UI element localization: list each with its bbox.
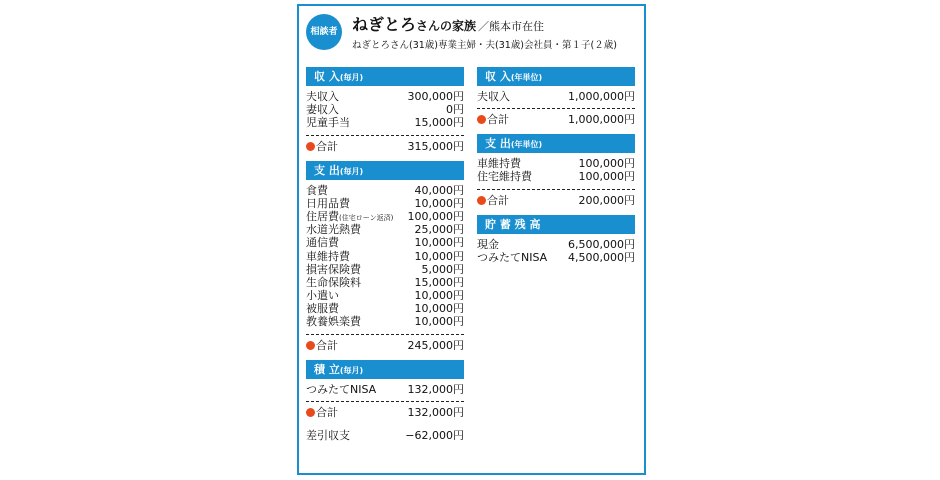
divider: [477, 108, 635, 109]
family-description: ねぎとろさん(31歳)専業主婦・夫(31歳)会社員・第１子(２歳): [352, 40, 617, 51]
list-item: 妻収入 0円: [306, 103, 464, 117]
divider: [306, 401, 464, 402]
list-item: 小遣い 10,000円: [306, 289, 464, 303]
family-name: ねぎとろ: [352, 15, 417, 34]
income-monthly-header: 収 入(毎月): [306, 67, 464, 86]
bullet-dot-icon: [306, 142, 315, 151]
divider: [306, 334, 464, 335]
list-item: 車維持費 10,000円: [306, 249, 464, 263]
list-item: 教養娯楽費 10,000円: [306, 315, 464, 329]
expense-monthly-header: 支 出(毎月): [306, 161, 464, 180]
right-column: [477, 67, 635, 264]
bullet-dot-icon: [477, 115, 486, 124]
list-item: 児童手当 15,000円: [306, 116, 464, 130]
list-item: 水道光熱費 25,000円: [306, 223, 464, 237]
bullet-dot-icon: [477, 196, 486, 205]
divider: [306, 135, 464, 136]
expense-yearly-header: 支 出(年単位): [477, 134, 635, 153]
list-item: 通信費 10,000円: [306, 236, 464, 250]
list-item: 夫収入 1,000,000円: [477, 90, 635, 103]
list-item: つみたてNISA 4,500,000円: [477, 250, 635, 264]
list-item: 住宅維持費 100,000円: [477, 170, 635, 184]
list-item: 現金 6,500,000円: [477, 237, 635, 251]
left-column: [306, 67, 464, 442]
expense-yearly-total: 合計 200,000円: [477, 194, 635, 208]
list-item: 車維持費 100,000円: [477, 157, 635, 171]
list-item: 被服費 10,000円: [306, 302, 464, 316]
income-yearly-header: 収 入(年単位): [477, 67, 635, 86]
expense-monthly-total: 合計 245,000円: [306, 339, 464, 353]
assets-header: 貯 蓄 残 高: [477, 215, 635, 234]
list-item: 生命保険料 15,000円: [306, 275, 464, 289]
income-monthly-total: 合計 315,000円: [306, 140, 464, 154]
income-yearly-total: 合計 1,000,000円: [477, 113, 635, 127]
divider: [477, 189, 635, 190]
bullet-dot-icon: [306, 341, 315, 350]
family-location: 熊本市在住: [489, 20, 545, 33]
household-budget-card: [297, 4, 646, 475]
list-item: 夫収入 300,000円: [306, 90, 464, 103]
consultant-badge: 相談者: [306, 14, 342, 50]
list-item: 住居費(住宅ローン返済) 100,000円: [306, 209, 464, 223]
list-item: 日用品費 10,000円: [306, 196, 464, 210]
list-item: 食費 40,000円: [306, 183, 464, 197]
bullet-dot-icon: [306, 408, 315, 417]
savings-monthly-total: 合計 132,000円: [306, 406, 464, 420]
list-item: つみたてNISA 132,000円: [306, 382, 464, 396]
family-suffix: さんの家族: [416, 19, 477, 33]
title-slash: ／: [478, 20, 490, 33]
balance-row: 差引収支 −62,000円: [306, 428, 464, 442]
list-item: 損害保険費 5,000円: [306, 262, 464, 276]
savings-monthly-header: 積 立(毎月): [306, 360, 464, 379]
family-title: [352, 12, 544, 35]
